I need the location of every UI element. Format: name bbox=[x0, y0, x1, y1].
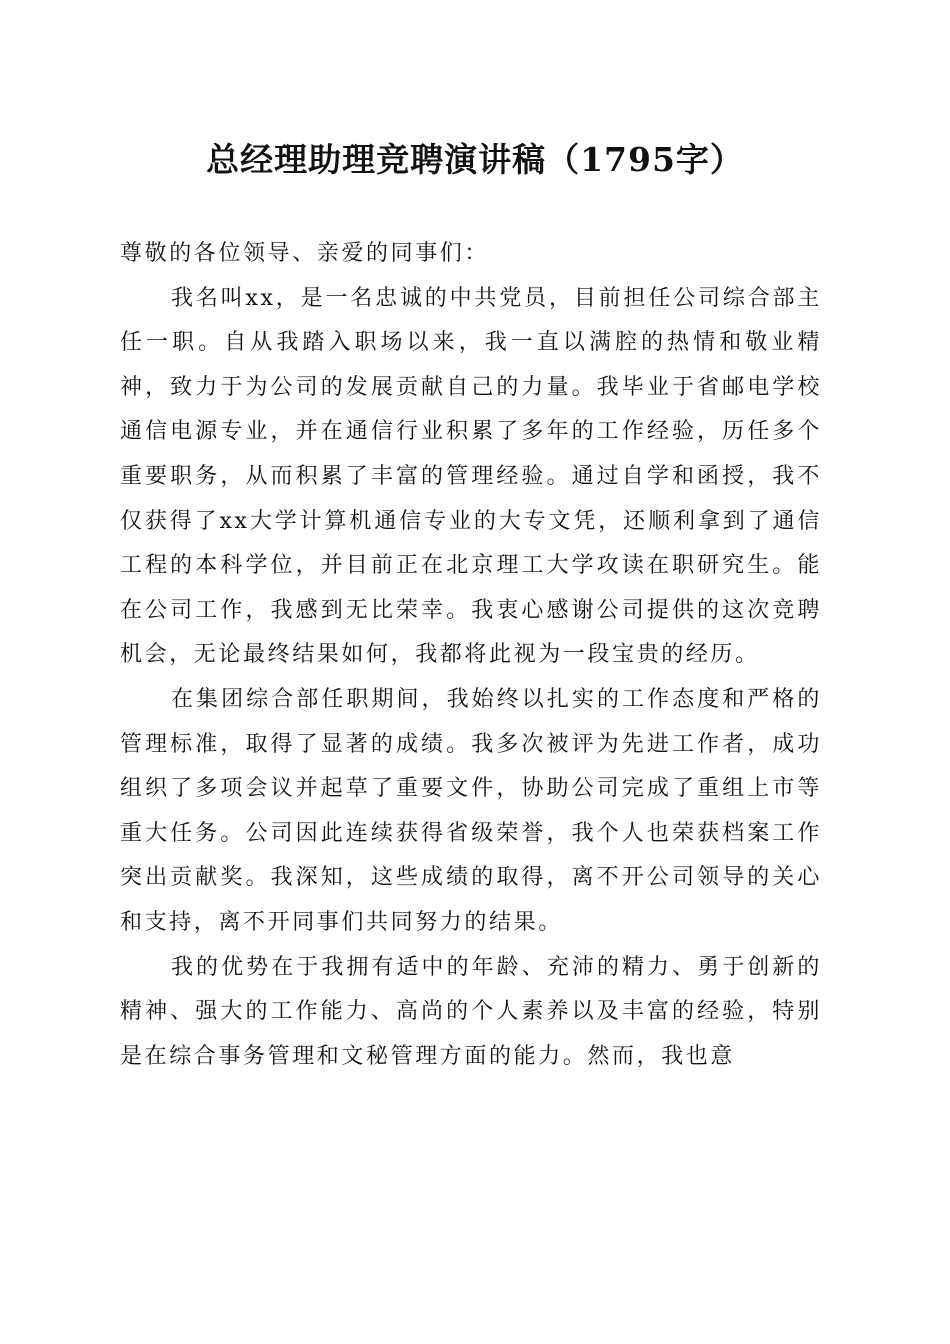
paragraph-1: 我名叫xx，是一名忠诚的中共党员，目前担任公司综合部主任一职。自从我踏入职场以来，我一直以满腔的热情和敬业精神，致力于为公司的发展贡献自己的力量。我毕业于省邮电学校通信电源专业，并在通信行业积累了多年的工作经验，历任多个重要职务，从而积累了丰富的管理经验。通过自学和函授，我不仅获得了xx大学计算机通信专业的大专文凭，还顺利拿到了通信工程的本科学位，并目前正在北京理工大学攻读在职研究生。能在公司工作，我感到无比荣幸。我衷心感谢公司提供的这次竞聘机会，无论最终结果如何，我都将此视为一段宝贵的经历。 bbox=[120, 285, 822, 668]
document-title: 总经理助理竞聘演讲稿（1795字） bbox=[206, 140, 744, 179]
document-body bbox=[120, 232, 822, 1079]
paragraph-3: 我的优势在于我拥有适中的年龄、充沛的精力、勇于创新的精神、强大的工作能力、高尚的个人素养以及丰富的经验，特别是在综合事务管理和文秘管理方面的能力。然而，我也意 bbox=[120, 954, 822, 1069]
salutation: 尊敬的各位领导、亲爱的同事们： bbox=[120, 241, 490, 266]
paragraph-2: 在集团综合部任职期间，我始终以扎实的工作态度和严格的管理标准，取得了显著的成绩。我多次被评为先进工作者，成功组织了多项会议并起草了重要文件，协助公司完成了重组上市等重大任务。公司因此连续获得省级荣誉，我个人也荣获档案工作突出贡献奖。我深知，这些成绩的取得，离不开公司领导的关心和支持，离不开同事们共同努力的结果。 bbox=[120, 686, 822, 935]
